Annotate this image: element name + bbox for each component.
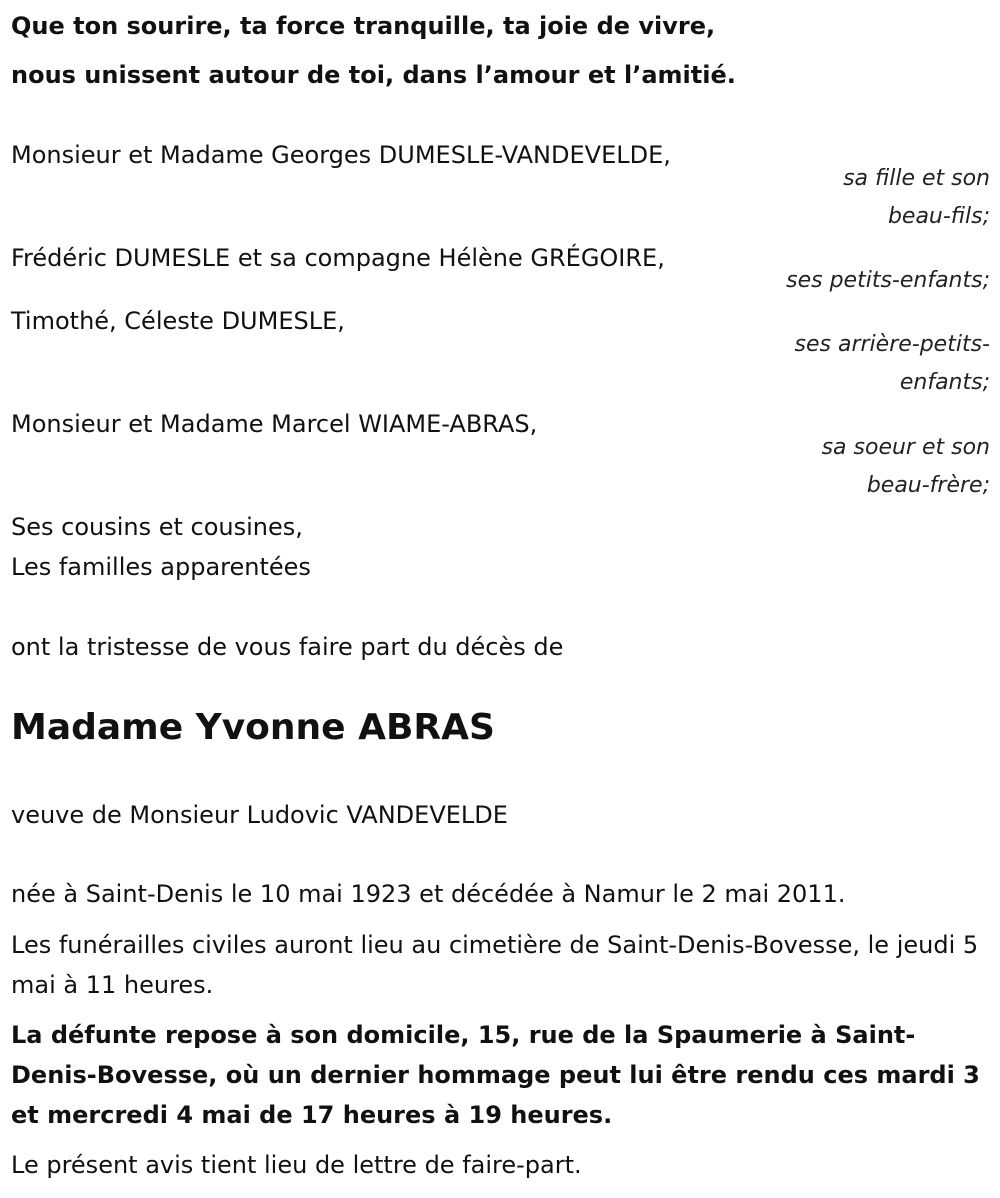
funeral-details: Les funérailles civiles auront lieu au cimetière de Saint-Denis-Bovesse, le jeudi 5 mai à 11 heures. xyxy=(11,931,979,999)
family-member-name: Monsieur et Madame Marcel WIAME-ABRAS, xyxy=(11,410,538,438)
family-member-name: Timothé, Céleste DUMESLE, xyxy=(11,307,345,335)
family-relation xyxy=(786,262,990,300)
family-member-name: Frédéric DUMESLE et sa compagne Hélène GRÉGOIRE, xyxy=(11,244,665,272)
related-families-line: Les familles apparentées xyxy=(11,553,311,581)
epitaph-line-1: Que ton sourire, ta force tranquille, ta joie de vivre, xyxy=(11,12,716,40)
family-relation-line: enfants; xyxy=(899,370,990,395)
family-relation-line: ses petits-enfants; xyxy=(786,268,990,293)
visitation-details: La défunte repose à son domicile, 15, rue de la Spaumerie à Saint-Denis-Bovesse, où un dernier hommage peut lui être rendu ces mardi 3 et mercredi 4 mai de 17 heures à 19 heures. xyxy=(11,1021,980,1129)
family-relation xyxy=(822,429,990,505)
birth-death-dates: née à Saint-Denis le 10 mai 1923 et décédée à Namur le 2 mai 2011. xyxy=(11,880,846,908)
deceased-name: Madame Yvonne ABRAS xyxy=(11,707,495,748)
announcement: ont la tristesse de vous faire part du décès de xyxy=(11,633,564,661)
family-member-name: Monsieur et Madame Georges DUMESLE-VANDEVELDE, xyxy=(11,141,671,169)
epitaph-line-2: nous unissent autour de toi, dans l’amour et l’amitié. xyxy=(11,61,736,89)
family-relation-line: beau-frère; xyxy=(866,473,990,498)
family-relation-line: ses arrière-petits- xyxy=(794,332,990,357)
family-relation xyxy=(843,160,990,236)
family-relation-line: sa soeur et son xyxy=(821,435,990,460)
family-relation xyxy=(795,326,990,402)
closing-note: Le présent avis tient lieu de lettre de faire-part. xyxy=(11,1151,582,1179)
family-relation-line: sa fille et son xyxy=(843,166,990,191)
family-relation-line: beau-fils; xyxy=(887,204,990,229)
widow-of: veuve de Monsieur Ludovic VANDEVELDE xyxy=(11,801,508,829)
cousins-line: Ses cousins et cousines, xyxy=(11,513,303,541)
